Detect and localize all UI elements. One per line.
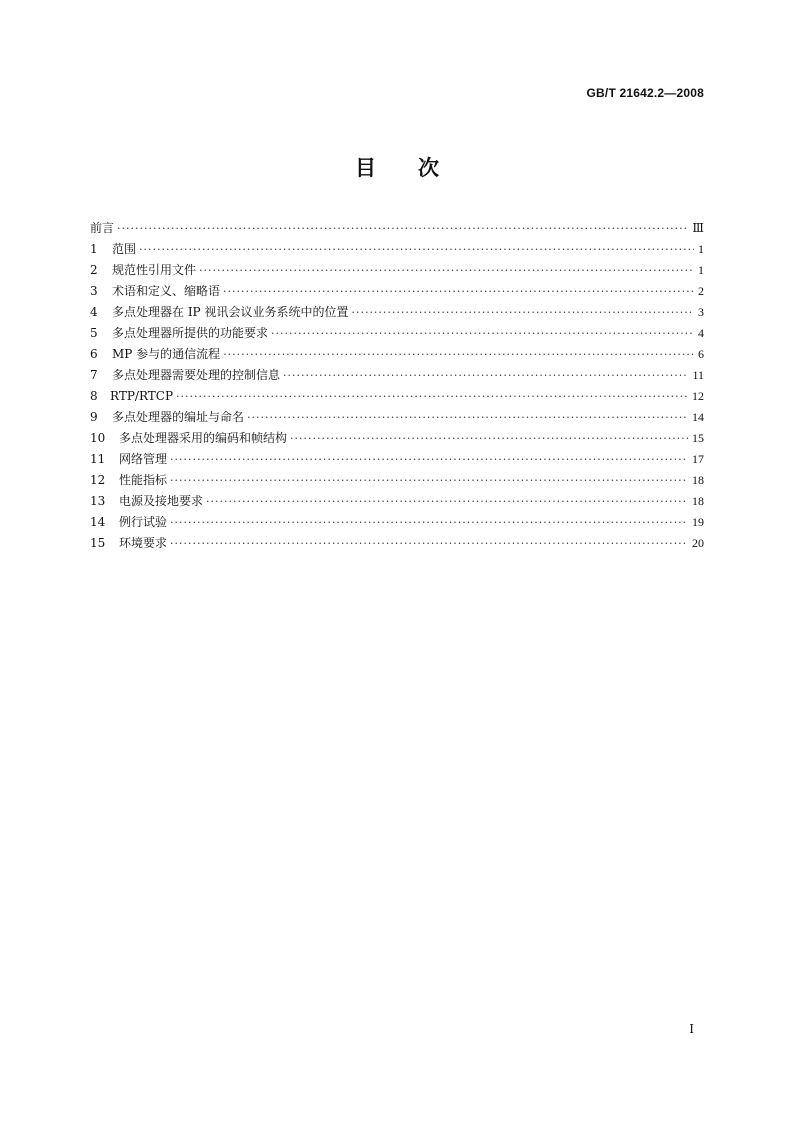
toc-entry[interactable] xyxy=(90,533,704,554)
toc-entry-page: 18 xyxy=(692,494,704,508)
toc-leader-dots xyxy=(117,218,688,239)
toc-entry-title: 电源及接地要求 xyxy=(119,494,204,508)
toc-entry[interactable] xyxy=(90,260,704,281)
toc-entry-number: 12 xyxy=(90,473,106,487)
toc-entry-title: 多点处理器的编址与命名 xyxy=(112,410,245,424)
toc-entry-page: 20 xyxy=(692,536,704,550)
toc-leader-dots xyxy=(247,407,688,428)
toc-leader-dots xyxy=(206,491,688,512)
toc-leader-dots xyxy=(170,512,688,533)
toc-leader-dots xyxy=(139,239,694,260)
toc-entry-number: 1 xyxy=(90,242,98,256)
toc-entry[interactable] xyxy=(90,365,704,386)
toc-entry-number: 6 xyxy=(90,347,98,361)
toc-leader-dots xyxy=(271,323,694,344)
toc-leader-dots xyxy=(223,281,694,302)
toc-entry[interactable] xyxy=(90,281,704,302)
toc-leader-dots xyxy=(170,449,688,470)
toc-entry-title: 例行试验 xyxy=(119,515,168,529)
page-title xyxy=(0,152,794,182)
toc-entry-title: 多点处理器采用的编码和帧结构 xyxy=(119,431,288,445)
toc-entry-title: 多点处理器所提供的功能要求 xyxy=(112,326,269,340)
toc-entry-title: RTP/RTCP xyxy=(110,389,174,403)
toc-leader-dots xyxy=(199,260,694,281)
toc-entry-title: 环境要求 xyxy=(119,536,168,550)
toc-entry-page: 4 xyxy=(698,326,704,340)
toc-entry-foreword[interactable] xyxy=(90,218,704,239)
toc-entry-page: 18 xyxy=(692,473,704,487)
toc-entry-page: 15 xyxy=(692,431,704,445)
toc-entry-number: 2 xyxy=(90,263,98,277)
toc-leader-dots xyxy=(223,344,694,365)
toc-entry-number: 14 xyxy=(90,515,106,529)
toc-leader-dots xyxy=(176,386,688,407)
toc-entry-number: 15 xyxy=(90,536,106,550)
toc-entry-number: 11 xyxy=(90,452,106,466)
toc-entry-number: 8 xyxy=(90,389,98,403)
toc-leader-dots xyxy=(170,470,688,491)
toc-entry-number: 4 xyxy=(90,305,98,319)
toc-entry[interactable] xyxy=(90,344,704,365)
toc-entry-title: 术语和定义、缩略语 xyxy=(112,284,221,298)
toc-entry-page: Ⅲ xyxy=(692,221,704,235)
toc-entry-page: 3 xyxy=(698,305,704,319)
toc-entry-page: 14 xyxy=(692,410,704,424)
toc-entry[interactable] xyxy=(90,470,704,491)
table-of-contents xyxy=(90,218,704,554)
toc-entry-number: 3 xyxy=(90,284,98,298)
toc-entry[interactable] xyxy=(90,449,704,470)
toc-entry[interactable] xyxy=(90,512,704,533)
toc-entry-title: 规范性引用文件 xyxy=(112,263,197,277)
toc-entry[interactable] xyxy=(90,428,704,449)
toc-entry-page: 1 xyxy=(698,242,704,256)
toc-entry-page: 6 xyxy=(698,347,704,361)
toc-entry[interactable] xyxy=(90,323,704,344)
page-title-char-1: 目 xyxy=(355,156,376,180)
toc-entry-page: 17 xyxy=(692,452,704,466)
toc-entry[interactable] xyxy=(90,407,704,428)
toc-entry-page: 1 xyxy=(698,263,704,277)
toc-entry-title: 性能指标 xyxy=(119,473,168,487)
toc-entry-title: 范围 xyxy=(112,242,137,256)
toc-entry-number: 5 xyxy=(90,326,98,340)
toc-leader-dots xyxy=(283,365,688,386)
toc-leader-dots xyxy=(290,428,688,449)
page-number: Ⅰ xyxy=(689,1022,694,1036)
toc-leader-dots xyxy=(351,302,694,323)
toc-leader-dots xyxy=(170,533,688,554)
standard-number: GB/T 21642.2—2008 xyxy=(586,86,704,100)
toc-entry[interactable] xyxy=(90,302,704,323)
toc-entry-title: 多点处理器在 IP 视讯会议业务系统中的位置 xyxy=(112,305,349,319)
toc-entry-page: 12 xyxy=(692,389,704,403)
toc-entry-page: 2 xyxy=(698,284,704,298)
toc-entry-page: 11 xyxy=(692,368,704,382)
toc-entry-number: 13 xyxy=(90,494,106,508)
toc-entry[interactable] xyxy=(90,239,704,260)
toc-entry-title: MP 参与的通信流程 xyxy=(112,347,221,361)
toc-entry-number: 7 xyxy=(90,368,98,382)
toc-entry-title: 多点处理器需要处理的控制信息 xyxy=(112,368,281,382)
toc-entry-number: 10 xyxy=(90,431,106,445)
page-title-char-2: 次 xyxy=(418,156,439,180)
toc-entry-title: 前言 xyxy=(90,221,115,235)
toc-entry[interactable] xyxy=(90,491,704,512)
toc-entry-title: 网络管理 xyxy=(119,452,168,466)
toc-entry-page: 19 xyxy=(692,515,704,529)
toc-entry[interactable] xyxy=(90,386,704,407)
toc-entry-number: 9 xyxy=(90,410,98,424)
